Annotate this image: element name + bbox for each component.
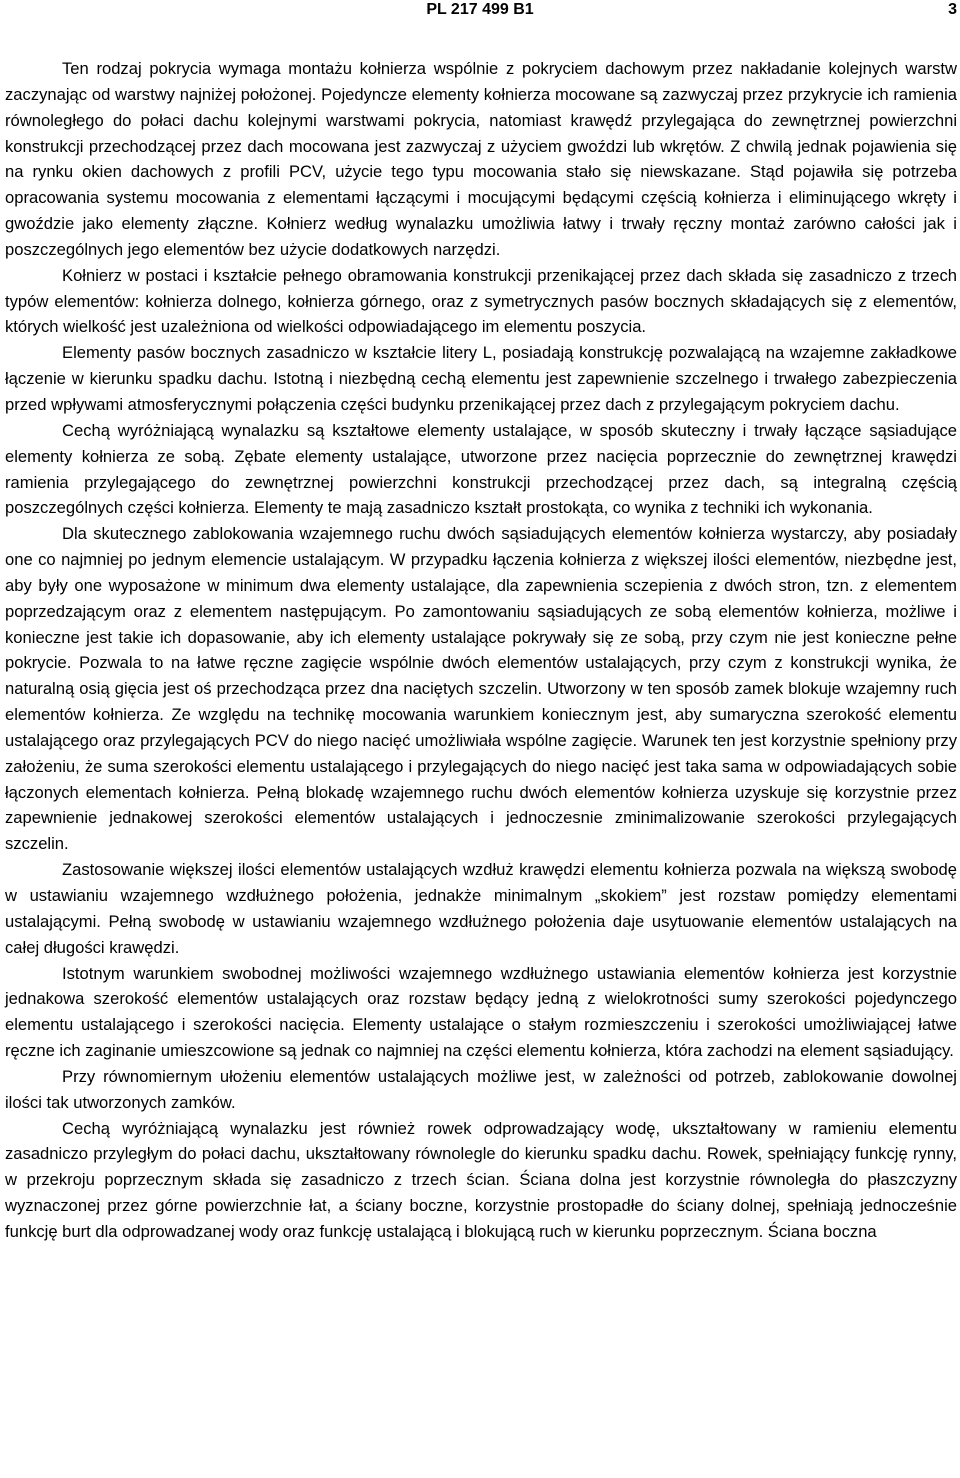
paragraph: Elementy pasów bocznych zasadniczo w kształcie litery L, posiadają konstrukcję pozwalającą na wzajemne zakładkowe łączenie w kierunku spadku dachu. Istotną i niezbędną cechą elementu jest zapewnienie szczelnego i trwałego zabezpieczenia przed wpływami atmosferycznymi połączenia części budynku przenikającej przez dach z przylegającym pokryciem dachu.: [5, 343, 957, 414]
document-body: [5, 56, 957, 1245]
page-number: 3: [948, 1, 957, 18]
paragraph: Przy równomiernym ułożeniu elementów ustalających możliwe jest, w zależności od potrzeb, zablokowanie dowolnej ilości tak utworzonych zamków.: [5, 1066, 957, 1112]
paragraph: Cechą wyróżniającą wynalazku są kształtowe elementy ustalające, w sposób skuteczny i trwały łączące sąsiadujące elementy kołnierza ze sobą. Zębate elementy ustalające, utworzone przez nacięcia poprzecznie do zewnętrznej krawędzi ramienia przylegającego do zewnętrznej powierzchni konstrukcji przechodzącej przez dach, są integralną częścią poszczególnych części kołnierza. Elementy te mają zasadniczo kształt prostokąta, co wynika z techniki ich wykonania.: [5, 420, 957, 518]
paragraph: Dla skutecznego zablokowania wzajemnego ruchu dwóch sąsiadujących elementów kołnierza wystarczy, aby posiadały one co najmniej po jednym elemencie ustalającym. W przypadku łączenia kołnierza z większej ilości elementów, niezbędne jest, aby były one wyposażone w minimum dwa elementy ustalające, dla zapewnienia sczepienia z dwóch stron, tzn. z elementem poprzedzającym oraz z elementem następującym. Po zamontowaniu sąsiadujących ze sobą elementów kołnierza, możliwe i konieczne jest takie ich dopasowanie, aby ich elementy ustalające pokrywały się ze sobą, przy czym nie jest konieczne pełne pokrycie. Pozwala to na łatwe ręczne zagięcie wspólnie dwóch elementów ustalających, przy czym z konstrukcji wynika, że naturalną osią gięcia jest oś przechodząca przez dna naciętych szczelin. Utworzony w ten sposób zamek blokuje wzajemny ruch elementów kołnierza. Ze względu na technikę mocowania warunkiem koniecznym jest, aby sumaryczna szerokość elementu ustalającego oraz przylegających PCV do niego nacięć umożliwiała wspólne zagięcie. Warunek ten jest korzystnie spełniony przy założeniu, że suma szerokości elementu ustalającego i przylegających do niego nacięć jest taka sama w odpowiadających sobie łączonych elementach kołnierza. Pełną blokadę wzajemnego ruchu dwóch elementów kołnierza uzyskuje się korzystnie przez zapewnienie jednakowej szerokości elementów ustalających i jednoczesnie zminimalizowanie szerokości przylegających szczelin.: [5, 524, 957, 854]
paragraph: Zastosowanie większej ilości elementów ustalających wzdłuż krawędzi elementu kołnierza pozwala na większą swobodę w ustawianiu wzajemnego wzdłużnego położenia, jednakże minimalnym „skokiem” jest rozstaw pomiędzy elementami ustalającymi. Pełną swobodę w ustawianiu wzajemnego wzdłużnego położenia daje usytuowanie elementów ustalających na całej długości krawędzi.: [5, 860, 957, 957]
patent-number: PL 217 499 B1: [426, 1, 534, 18]
paragraph: Cechą wyróżniającą wynalazku jest również rowek odprowadzający wodę, ukształtowany w ramieniu elementu zasadniczo przyległym do połaci dachu, ukształtowany równolegle do kierunku spadku dachu. Rowek, spełniający funkcję rynny, w przekroju poprzecznym składa się zasadniczo z trzech ścian. Ściana dolna jest korzystnie równoległa do płaszczyzny wyznaczonej przez górne powierzchnie łat, a ściany boczne, korzystnie prostopadłe do ściany dolnej, spełniają jednocześnie funkcję burt dla odprowadzanej wody oraz funkcję ustalającą i blokującą ruch w kierunku poprzecznym. Ściana boczna: [5, 1118, 957, 1241]
paragraph: Kołnierz w postaci i kształcie pełnego obramowania konstrukcji przenikającej przez dach składa się zasadniczo z trzech typów elementów: kołnierza dolnego, kołnierza górnego, oraz z symetrycznych pasów bocznych składających się z elementów, których wielkość jest uzależniona od wielkości odpowiadającego im elementu poszycia.: [5, 265, 957, 337]
page-header: [0, 0, 960, 22]
paragraph: Istotnym warunkiem swobodnej możliwości wzajemnego wzdłużnego ustawiania elementów kołnierza jest korzystnie jednakowa szerokość elementów ustalających oraz rozstaw będący jedną z wielokrotności sumy szerokości pojedynczego elementu ustalającego i szerokości nacięcia. Elementy ustalające o stałym rozmieszczeniu i szerokości umożliwiającej łatwe ręczne ich zaginanie umieszcowione są jednak co najmniej na części elementu kołnierza, która zachodzi na element sąsiadujący.: [5, 963, 957, 1061]
paragraph: Ten rodzaj pokrycia wymaga montażu kołnierza wspólnie z pokryciem dachowym przez nakładanie kolejnych warstw zaczynając od warstwy najniżej położonej. Pojedyncze elementy kołnierza mocowane są zazwyczaj przez przykrycie ich ramienia równoległego do połaci dachu kolejnymi warstwami pokrycia, natomiast krawędź przylegająca do zewnętrznej powierzchni konstrukcji przechodzącej przez dach mocowana jest zazwyczaj z użyciem gwoździ lub wkrętów. Z chwilą jednak pojawienia się na rynku okien dachowych z profili PCV, użycie tego typu mocowania stało się niewskazane. Stąd pojawiła się potrzeba opracowania systemu mocowania z elementami łączącymi i mocującymi będącymi częścią kołnierza i eliminującego wkręty i gwoździe jako elementy złączne. Kołnierz według wynalazku umożliwia łatwy i trwały ręczny montaż zarówno całości jak i poszczególnych jego elementów bez użycie dodatkowych narzędzi.: [5, 59, 957, 259]
